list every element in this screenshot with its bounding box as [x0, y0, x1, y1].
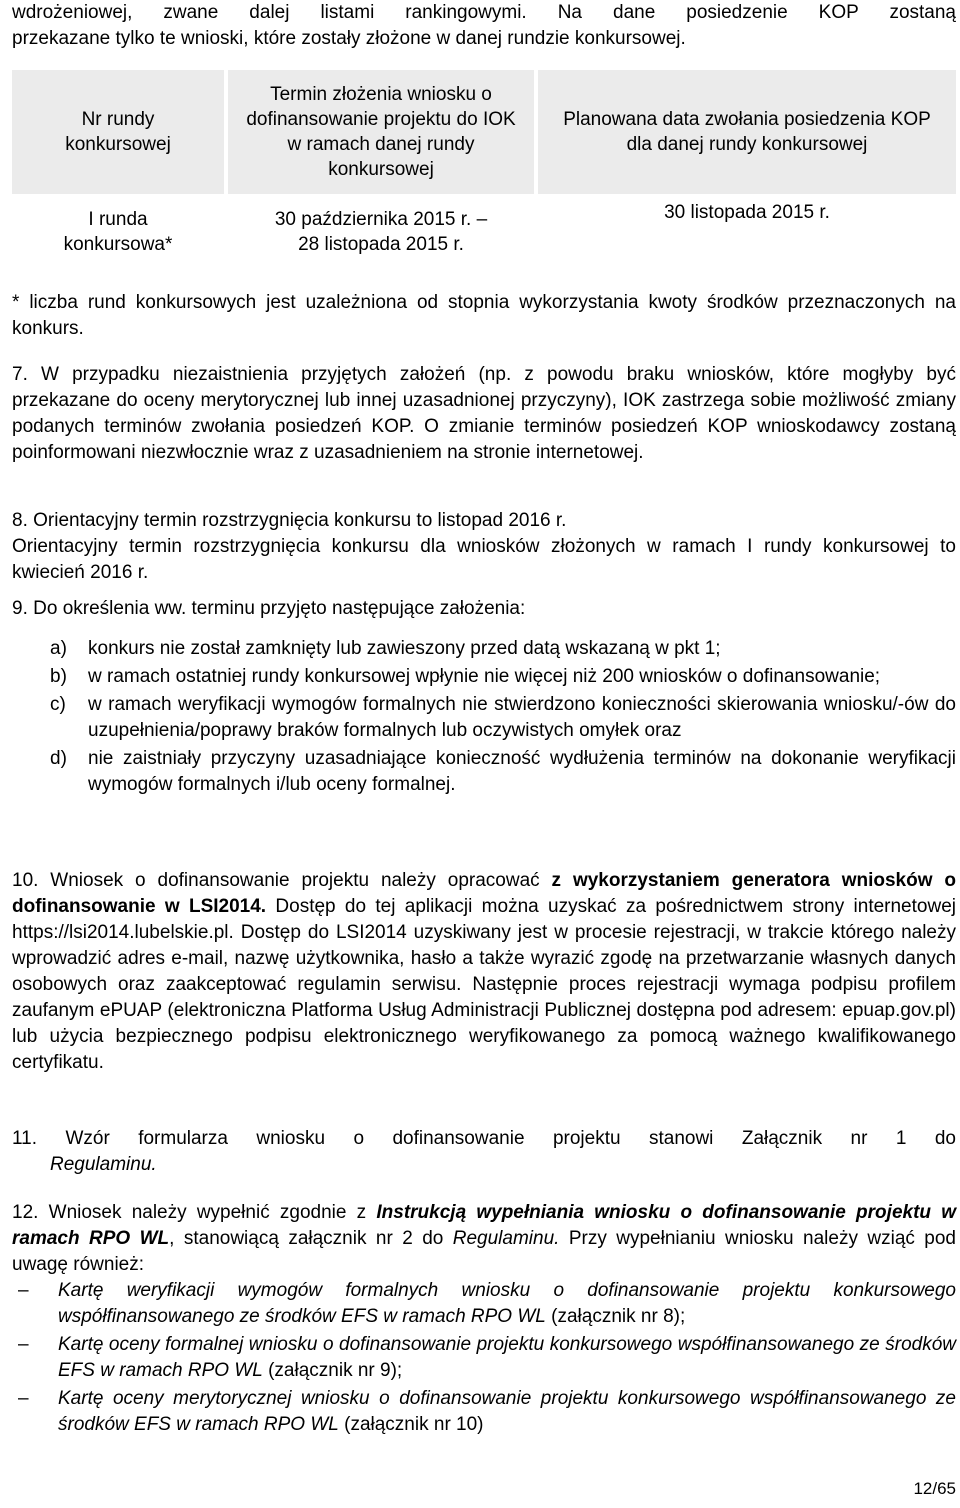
- list-marker: c): [50, 694, 66, 715]
- list-item: c) w ramach weryfikacji wymogów formalnych nie stwierdzono konieczności skierowania wniosku/-ów do uzupełnienia/poprawy braków formalnych lub oczywistych omyłek oraz: [50, 694, 956, 741]
- section-7: 7. W przypadku niezaistnienia przyjętych założeń (np. z powodu braku wniosków, które mogłyby być przekazane do oceny merytorycznej lub innej uzasadnionej przyczyny), IOK zastrzega sobie możliwość zmiany podanych terminów zwołania posiedzeń KOP. O zmianie terminów posiedzeń KOP wnioskodawcy zostaną poinformowani niezwłocznie wraz z uzasadnieniem na stronie internetowej.: [12, 364, 956, 463]
- section-10: 10. Wniosek o dofinansowanie projektu należy opracować z wykorzystaniem generatora wniosków o dofinansowanie w LSI2014. Dostęp do tej aplikacji można uzyskać za pośrednictwem strony internetowej https://lsi2014.lubelskie.pl. Dostęp do LSI2014 uzyskiwany jest w procesie rejestracji, w trakcie którego należy wprowadzić adres e-mail, nazwę użytkownika, hasło a także wyrazić zgodę na przetwarzanie własnych danych osobowych oraz zaakceptować regulamin serwisu. Następnie proces rejestracji wymaga podpisu profilem zaufanym ePUAP (elektroniczna Platforma Usług Administracji Publicznej dostępna pod adresem: epuap.gov.pl) lub użycia bezpiecznego podpisu elektronicznego weryfikowanego za pomocą ważnego kwalifikowanego certyfikatu.: [12, 870, 957, 1073]
- cell-deadline: [228, 198, 534, 266]
- intro-line-1: wdrożeniowej, zwane dalej listami rankingowymi. Na dane posiedzenie KOP zostaną: [12, 2, 956, 23]
- list-marker: d): [50, 748, 67, 769]
- section-12: 12. Wniosek należy wypełnić zgodnie z Instrukcją wypełniania wniosku o dofinansowanie projektu w ramach RPO WL, stanowiącą załącznik nr 2 do Regulaminu. Przy wypełnianiu wniosku należy wziąć pod uwagę również:: [12, 1202, 956, 1275]
- page-number: 12/65: [913, 1479, 956, 1498]
- assumptions-list: [50, 636, 956, 800]
- dash-bullet: –: [18, 1280, 29, 1301]
- cell-round: I runda konkursowa*: [63, 209, 173, 255]
- list-marker: a): [50, 638, 67, 659]
- list-item: b) w ramach ostatniej rundy konkursowej wpłynie nie więcej niż 200 wniosków o dofinansowanie;: [50, 664, 956, 690]
- deadline-from: 30 października 2015 r. –: [274, 209, 488, 230]
- header-deadline: Termin złożenia wniosku o dofinansowanie projektu do IOK w ramach danej rundy konkursowej: [228, 70, 534, 194]
- list-item: – Kartę weryfikacji wymogów formalnych wniosku o dofinansowanie projektu konkursowego współfinansowanego ze środków EFS w ramach RPO WL (załącznik nr 8);: [18, 1280, 956, 1327]
- list-item: a) konkurs nie został zamknięty lub zawieszony przed datą wskazaną w pkt 1;: [50, 636, 956, 662]
- header-kop-date: Planowana data zwołania posiedzenia KOP dla danej rundy konkursowej: [538, 70, 956, 194]
- section-10-bold: z wykorzystaniem generatora wniosków o dofinansowanie w LSI2014.: [12, 870, 957, 917]
- instruction-title: Instrukcją wypełniania wniosku o dofinansowanie projektu w ramach RPO WL: [12, 1202, 956, 1249]
- schedule-table: [12, 70, 956, 266]
- intro-paragraph: [12, 0, 956, 52]
- section-11: [12, 1126, 956, 1178]
- intro-line-2: przekazane tylko te wnioski, które zostały złożone w danej rundzie konkursowej.: [12, 28, 686, 49]
- dash-bullet: –: [18, 1388, 29, 1409]
- annex-cards-list: [12, 1278, 956, 1440]
- list-marker: b): [50, 666, 67, 687]
- list-item: d) nie zaistniały przyczyny uzasadniające konieczność wydłużenia terminów na dokonanie weryfikacji wymogów formalnych i/lub oceny formalnej.: [50, 748, 956, 795]
- section-11-line-1: 11. Wzór formularza wniosku o dofinansowanie projektu stanowi Załącznik nr 1 do: [12, 1128, 956, 1149]
- header-round: Nr rundy konkursowej: [12, 70, 224, 194]
- deadline-to: 28 listopada 2015 r.: [298, 234, 464, 255]
- cell-kop-date: 30 listopada 2015 r.: [664, 201, 830, 223]
- section-11-italic: Regulaminu.: [50, 1154, 157, 1175]
- section-8-line-2: Orientacyjny termin rozstrzygnięcia konkursu dla wniosków złożonych w ramach I rundy konkursowej to kwiecień 2016 r.: [12, 536, 956, 583]
- section-8-line-1: 8. Orientacyjny termin rozstrzygnięcia konkursu to listopad 2016 r.: [12, 510, 567, 531]
- list-item: – Kartę oceny formalnej wniosku o dofinansowanie projektu konkursowego współfinansowanego ze środków EFS w ramach RPO WL (załącznik nr 9);: [18, 1334, 956, 1381]
- dash-bullet: –: [18, 1334, 29, 1355]
- section-8: [12, 508, 956, 586]
- list-item: – Kartę oceny merytorycznej wniosku o dofinansowanie projektu konkursowego współfinansowanego ze środków EFS w ramach RPO WL (załącznik nr 10): [18, 1388, 956, 1435]
- section-9-intro: 9. Do określenia ww. terminu przyjęto następujące założenia:: [12, 598, 526, 619]
- footnote: * liczba rund konkursowych jest uzależniona od stopnia wykorzystania kwoty środków przeznaczonych na konkurs.: [12, 292, 956, 339]
